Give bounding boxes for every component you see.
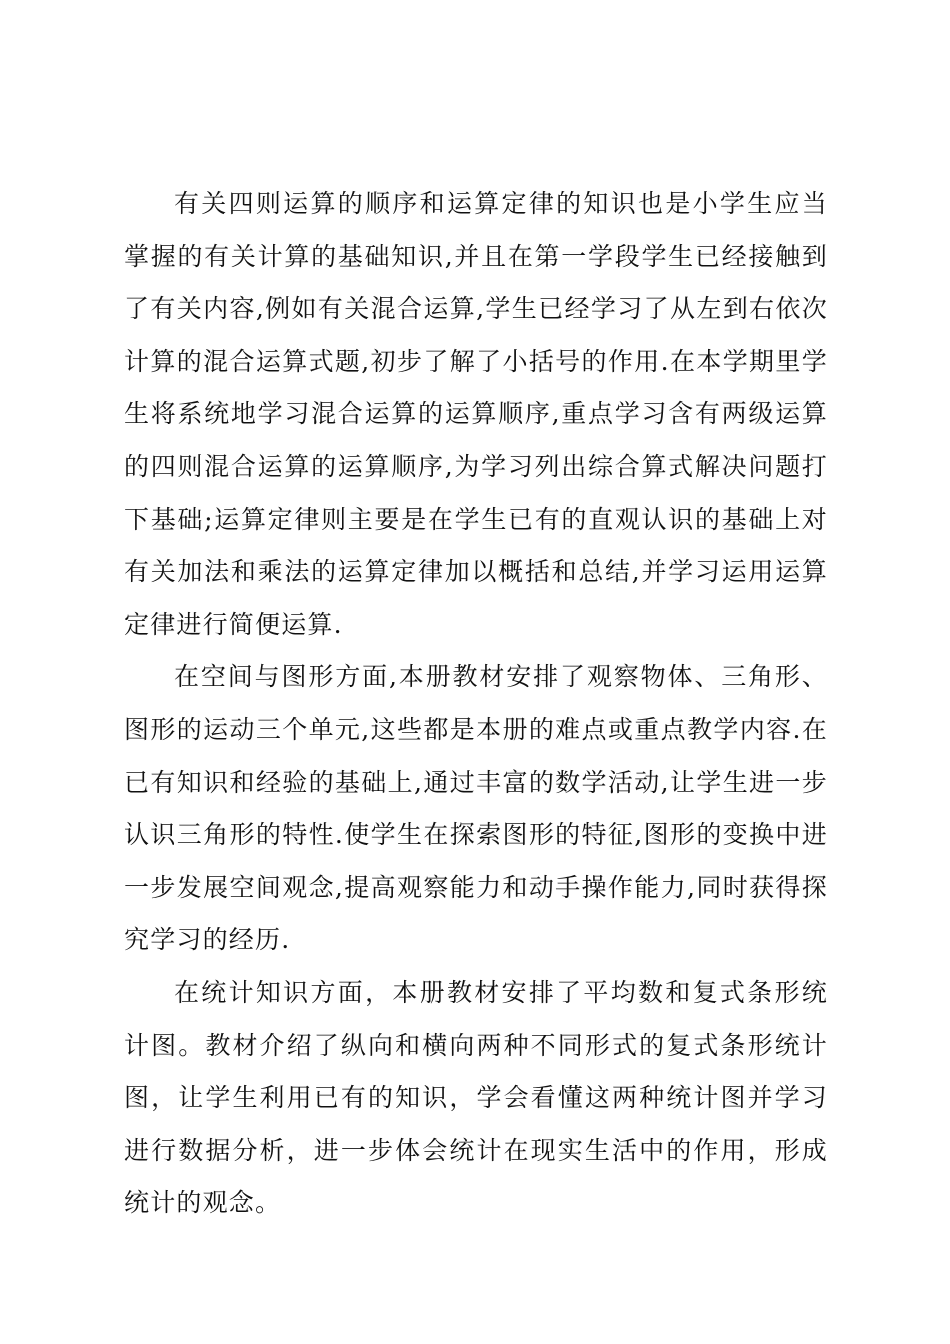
document-page	[124, 178, 828, 1230]
paragraph-statistics: 在统计知识方面，本册教材安排了平均数和复式条形统计图。教材介绍了纵向和横向两种不同形式的复式条形统计图，让学生利用已有的知识，学会看懂这两种统计图并学习进行数据分析，进一步体会统计在现实生活中的作用，形成统计的观念。	[124, 977, 828, 1218]
paragraph-arithmetic: 有关四则运算的顺序和运算定律的知识也是小学生应当掌握的有关计算的基础知识,并且在第一学段学生已经接触到了有关内容,例如有关混合运算,学生已经学习了从左到右依次计算的混合运算式题,初步了解了小括号的作用.在本学期里学生将系统地学习混合运算的运算顺序,重点学习含有两级运算的四则混合运算的运算顺序,为学习列出综合算式解决问题打下基础;运算定律则主要是在学生已有的直观认识的基础上对有关加法和乘法的运算定律加以概括和总结,并学习运用运算定律进行简便运算.	[124, 189, 828, 639]
paragraph-geometry: 在空间与图形方面,本册教材安排了观察物体、三角形、图形的运动三个单元,这些都是本册的难点或重点教学内容.在已有知识和经验的基础上,通过丰富的数学活动,让学生进一步认识三角形的特性.使学生在探索图形的特征,图形的变换中进一步发展空间观念,提高观察能力和动手操作能力,同时获得探究学习的经历.	[124, 662, 828, 955]
